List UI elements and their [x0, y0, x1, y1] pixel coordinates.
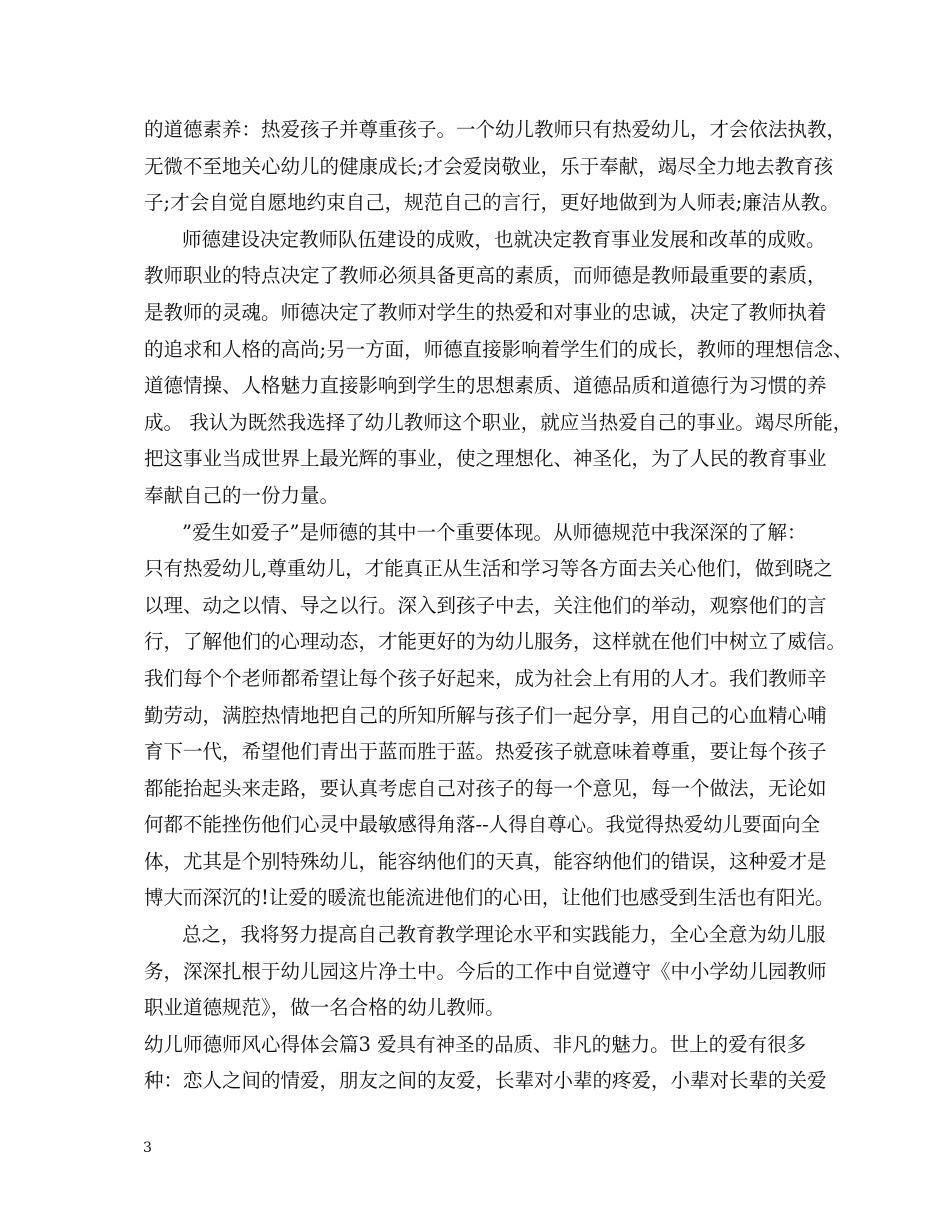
text-line: 子;才会自觉自愿地约束自己，规范自己的言行，更好地做到为人师表;廉洁从教。 [144, 191, 840, 215]
paragraph-start-line: 师德建设决定教师队伍建设的成败，也就决定教育事业发展和改革的成败。 [182, 227, 826, 251]
text-line: 何都不能挫伤他们心灵中最敏感得角落--人得自尊心。我觉得热爱幼儿要面向全 [144, 813, 821, 837]
text-line: 成。 我认为既然我选择了幼儿教师这个职业，就应当热爱自己的事业。竭尽所能， [144, 410, 853, 434]
text-line: 教师职业的特点决定了教师必须具备更高的素质，而师德是教师最重要的素质， [144, 264, 827, 288]
text-line: 我们每个个老师都希望让每个孩子好起来，成为社会上有用的人才。我们教师辛 [144, 666, 827, 690]
text-line: 只有热爱幼儿,尊重幼儿，才能真正从生活和学习等各方面去关心他们，做到晓之 [144, 557, 833, 581]
text-line: 无微不至地关心幼儿的健康成长;才会爱岗敬业，乐于奉献，竭尽全力地去教育孩 [144, 154, 834, 178]
text-line: 是教师的灵魂。师德决定了教师对学生的热爱和对事业的忠诚，决定了教师执着 [144, 300, 827, 324]
text-line: 的追求和人格的高尚;另一方面，师德直接影响着学生们的成长，教师的理想信念、 [144, 337, 853, 361]
text-line: 博大而深沉的!让爱的暖流也能流进他们的心田，让他们也感受到生活也有阳光。 [144, 886, 835, 910]
text-line: 行，了解他们的心理动态，才能更好的为幼儿服务，这样就在他们中树立了威信。 [144, 630, 847, 654]
text-line: 的道德素养：热爱孩子并尊重孩子。一个幼儿教师只有热爱幼儿，才会依法执教， [144, 118, 847, 141]
page-number: 3 [143, 1140, 152, 1156]
text-line: 育下一代，希望他们青出于蓝而胜于蓝。热爱孩子就意味着尊重，要让每个孩子 [144, 740, 827, 764]
text-line: 勤劳动，满腔热情地把自己的所知所解与孩子们一起分享，用自己的心血精心哺 [144, 703, 827, 727]
document-body [144, 112, 853, 1100]
text-line: 务，深深扎根于幼儿园这片净土中。今后的工作中自觉遵守《中小学幼儿园教师 [144, 959, 827, 983]
section-heading-line: 幼儿师德师风心得体会篇3 爱具有神圣的品质、非凡的魅力。世上的爱有很多 [144, 1032, 807, 1056]
text-line: 种：恋人之间的情爱，朋友之间的友爱，长辈对小辈的疼爱，小辈对长辈的关爱 [144, 1069, 827, 1093]
text-line: 都能抬起头来走路，要认真考虑自己对孩子的每一个意见，每一个做法，无论如 [144, 776, 827, 800]
text-line: 道德情操、人格魅力直接影响到学生的思想素质、道德品质和道德行为习惯的养 [144, 374, 827, 398]
text-line: 以理、动之以情、导之以行。深入到孩子中去，关注他们的举动，观察他们的言 [144, 593, 827, 617]
text-line: 把这事业当成世界上最光辉的事业，使之理想化、神圣化，为了人民的教育事业 [144, 447, 827, 471]
paragraph-start-line: ”爱生如爱子”是师德的其中一个重要体现。从师德规范中我深深的了解： [182, 520, 807, 544]
paragraph-start-line: 总之，我将努力提高自己教育教学理论水平和实践能力，全心全意为幼儿服 [182, 923, 826, 947]
text-line: 奉献自己的一份力量。 [144, 483, 340, 507]
text-line: 职业道德规范》，做一名合格的幼儿教师。 [144, 996, 505, 1020]
text-line: 体，尤其是个别特殊幼儿，能容纳他们的天真，能容纳他们的错误，这种爱才是 [144, 849, 827, 873]
